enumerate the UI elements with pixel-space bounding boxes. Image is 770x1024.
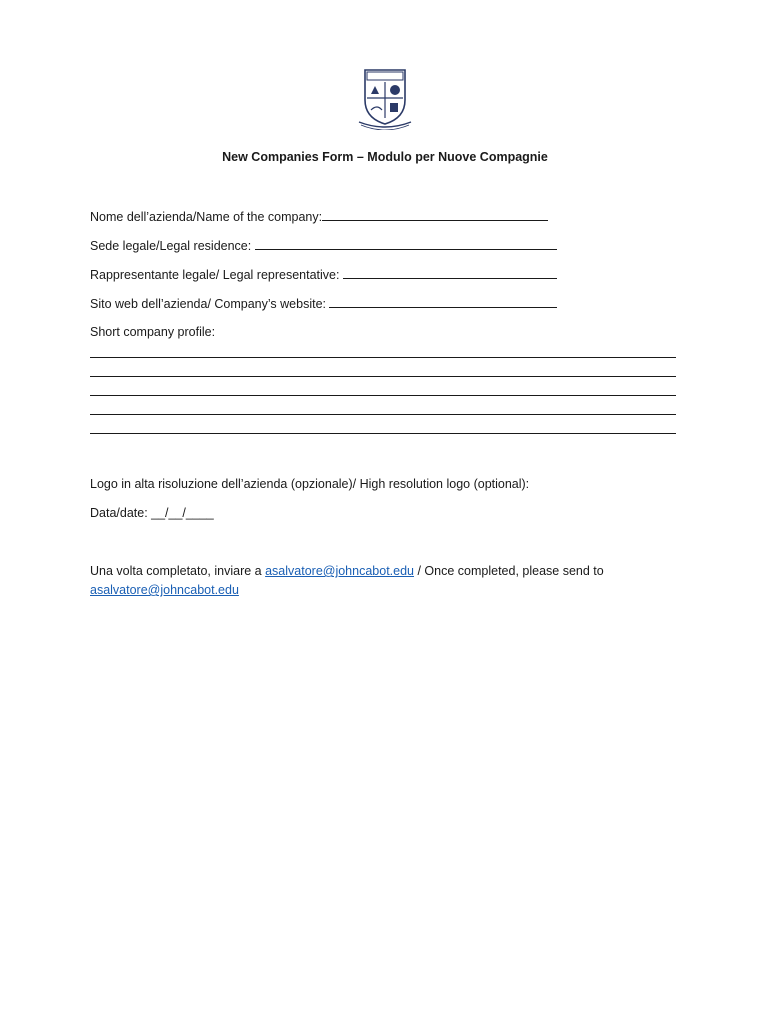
- university-crest-logo: [355, 66, 415, 130]
- profile-line[interactable]: [90, 376, 676, 377]
- legal-rep-field[interactable]: [343, 267, 557, 279]
- website-field[interactable]: [329, 296, 557, 308]
- email-link[interactable]: asalvatore@johncabot.edu: [265, 564, 414, 578]
- send-prefix: Una volta completato, inviare a: [90, 564, 266, 578]
- legal-rep-label: Rappresentante legale/ Legal representative:: [90, 268, 343, 282]
- legal-residence-field[interactable]: [255, 238, 557, 250]
- company-name-row: [90, 209, 548, 224]
- profile-label: Short company profile:: [90, 325, 216, 339]
- company-name-field[interactable]: [322, 209, 548, 221]
- form-title: New Companies Form – Modulo per Nuove Compagnie: [222, 150, 548, 164]
- legal-residence-row: [90, 238, 557, 253]
- profile-line[interactable]: [90, 395, 676, 396]
- logo-request-text: Logo in alta risoluzione dell’azienda (opzionale)/ High resolution logo (optional):: [90, 477, 530, 491]
- profile-line[interactable]: [90, 414, 676, 415]
- legal-residence-label: Sede legale/Legal residence:: [90, 239, 255, 253]
- profile-line[interactable]: [90, 357, 676, 358]
- company-name-label: Nome dell’azienda/Name of the company:: [90, 210, 323, 224]
- send-middle: / Once completed, please send to: [414, 564, 604, 578]
- date-row: [90, 506, 214, 520]
- date-label: Data/date:: [90, 506, 152, 520]
- send-instructions: [90, 564, 604, 578]
- website-row: [90, 296, 557, 311]
- profile-line[interactable]: [90, 433, 676, 434]
- email-link-2[interactable]: asalvatore@johncabot.edu: [90, 583, 239, 597]
- date-field[interactable]: __/__/____: [151, 506, 214, 520]
- legal-rep-row: [90, 267, 557, 282]
- send-instructions-continued: [90, 583, 239, 597]
- website-label: Sito web dell’azienda/ Company’s website:: [90, 297, 330, 311]
